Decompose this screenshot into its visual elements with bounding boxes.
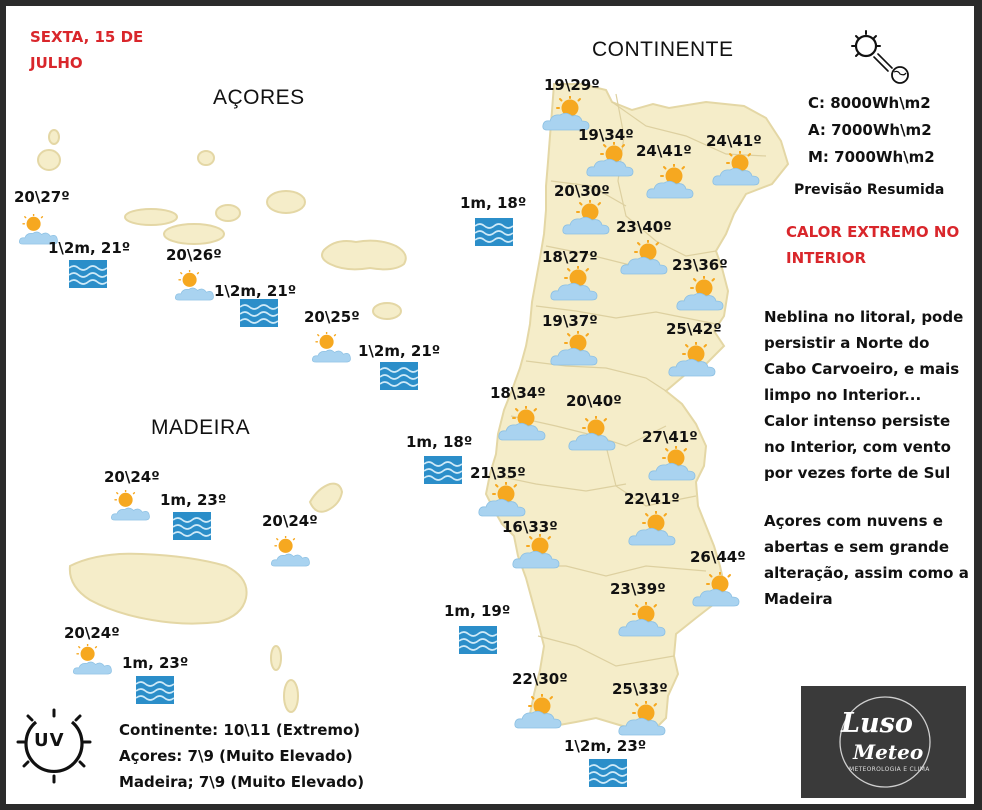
map-frame [6, 6, 974, 804]
temp-label: 23\39º [610, 580, 666, 598]
waves-icon [459, 626, 497, 654]
temp-label: 27\41º [642, 428, 698, 446]
forecast-notes [764, 304, 970, 634]
uv-madeira: Madeira; 7\9 (Muito Elevado) [119, 773, 365, 791]
temp-label: 20\40º [566, 392, 622, 410]
waves-icon [136, 676, 174, 704]
waves-icon [240, 299, 278, 327]
region-acores: AÇORES [213, 86, 305, 109]
sun-cloud-icon [312, 332, 350, 362]
note-islands: Açores com nuvens e abertas e sem grande alteração, assim como a Madeira [764, 512, 969, 608]
logo-text-luso: Luso [841, 708, 913, 739]
temp-label: 21\35º [470, 464, 526, 482]
temp-label: 19\34º [578, 126, 634, 144]
sea-label: 1m, 18º [460, 194, 527, 212]
logo-text-meteo: Meteo [853, 740, 924, 764]
temp-label: 24\41º [636, 142, 692, 160]
temp-label: 19\29º [544, 76, 600, 94]
temp-label: 26\44º [690, 548, 746, 566]
temp-label: 24\41º [706, 132, 762, 150]
waves-icon [173, 512, 211, 540]
uv-icon-text: UV [34, 730, 65, 751]
sea-label: 1m, 23º [122, 654, 189, 672]
radiation-acores: A: 7000Wh\m2 [808, 121, 932, 139]
waves-icon [380, 362, 418, 390]
solar-radiation-icon [852, 31, 908, 83]
waves-icon [589, 759, 627, 787]
uv-acores: Açores: 7\9 (Muito Elevado) [119, 747, 353, 765]
sea-label: 1\2m, 21º [48, 239, 131, 257]
sea-label: 1m, 18º [406, 433, 473, 451]
temp-label: 20\25º [304, 308, 360, 326]
sun-cloud-icon [73, 644, 111, 674]
temp-label: 18\34º [490, 384, 546, 402]
temp-label: 20\24º [64, 624, 120, 642]
sea-label: 1\2m, 21º [214, 282, 297, 300]
sea-label: 1m, 23º [160, 491, 227, 509]
temp-label: 22\30º [512, 670, 568, 688]
waves-icon [69, 260, 107, 288]
waves-icon [424, 456, 462, 484]
heat-alert: CALOR EXTREMO NO INTERIOR [786, 223, 960, 267]
sun-cloud-icon [111, 490, 149, 520]
radiation-continente: C: 8000Wh\m2 [808, 94, 931, 112]
sun-cloud-icon [271, 536, 309, 566]
temp-label: 20\24º [262, 512, 318, 530]
temp-label: 25\33º [612, 680, 668, 698]
temp-label: 18\27º [542, 248, 598, 266]
sun-cloud-icon [175, 270, 213, 300]
temp-label: 20\30º [554, 182, 610, 200]
waves-icon [475, 218, 513, 246]
sea-label: 1\2m, 23º [564, 737, 647, 755]
temp-label: 16\33º [502, 518, 558, 536]
region-madeira: MADEIRA [151, 416, 251, 439]
temp-label: 25\42º [666, 320, 722, 338]
lusometeo-logo [801, 686, 966, 798]
temp-label: 20\26º [166, 246, 222, 264]
logo-tagline: METEOROLOGIA E CLIMA [849, 766, 930, 773]
note-continente: Neblina no litoral, pode persistir a Norte do Cabo Carvoeiro, e mais limpo no Interior... Calor intenso persiste no Interior, com vento por vezes forte de Sul [764, 308, 964, 482]
temp-label: 23\40º [616, 218, 672, 236]
temp-label: 22\41º [624, 490, 680, 508]
sea-label: 1\2m, 21º [358, 342, 441, 360]
uv-continente: Continente: 10\11 (Extremo) [119, 721, 361, 739]
temp-label: 20\24º [104, 468, 160, 486]
temp-label: 23\36º [672, 256, 728, 274]
summary-label: Previsão Resumida [794, 182, 945, 198]
forecast-date: SEXTA, 15 DE JULHO [30, 28, 144, 72]
region-continente: CONTINENTE [592, 38, 734, 61]
radiation-madeira: M: 7000Wh\m2 [808, 148, 935, 166]
temp-label: 19\37º [542, 312, 598, 330]
sea-label: 1m, 19º [444, 602, 511, 620]
temp-label: 20\27º [14, 188, 70, 206]
